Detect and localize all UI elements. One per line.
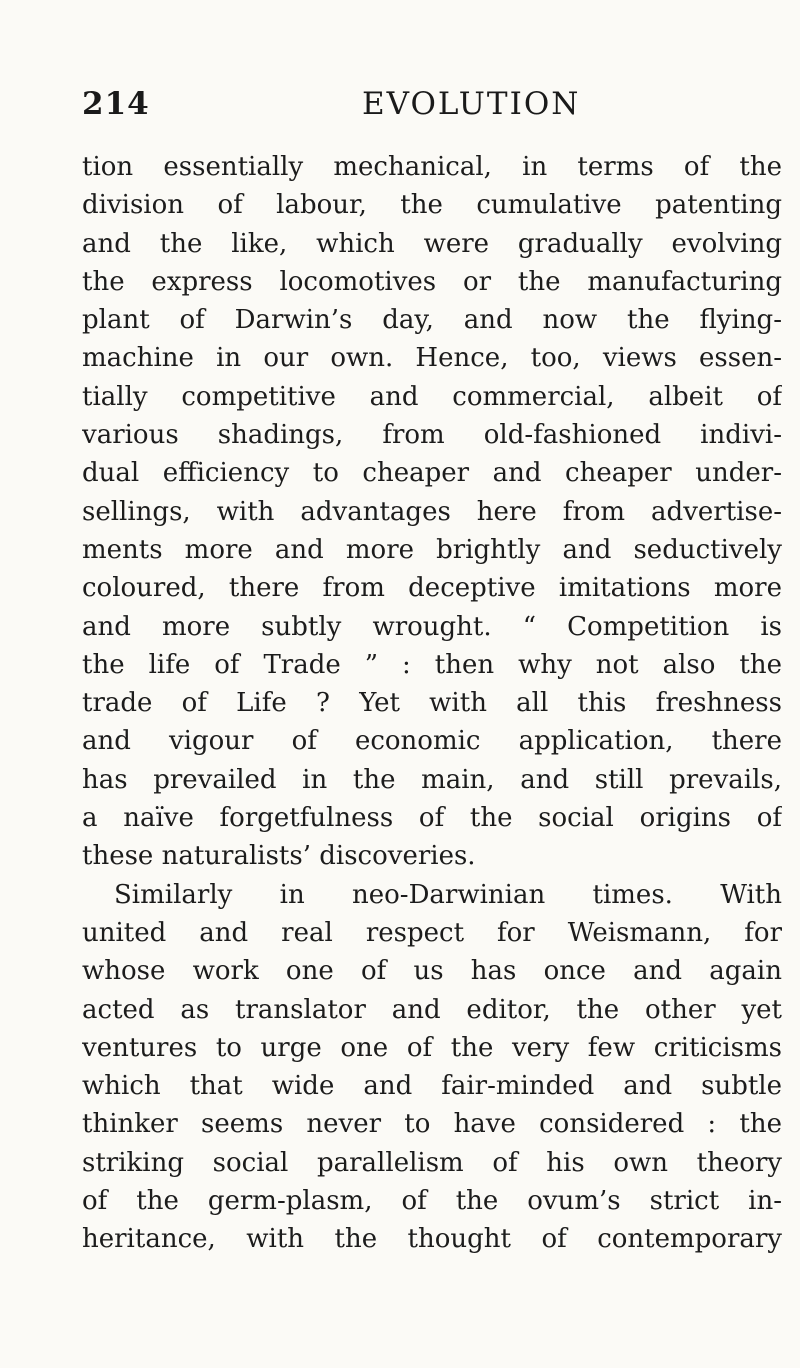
text-line: tially competitive and commercial, albeit of [82,381,782,412]
text-line: various shadings, from old-fashioned indivi- [82,420,782,451]
text-line: division of labour, the cumulative patenting [82,190,782,221]
text-line: of the germ-plasm, of the ovum’s strict in- [82,1186,782,1217]
text-line: machine in our own. Hence, too, views essen- [82,343,782,374]
text-line: thinker seems never to have considered : the [82,1109,782,1140]
text-line: coloured, there from deceptive imitations more [82,573,782,604]
text-line: sellings, with advantages here from advertise- [82,496,782,527]
text-line: the life of Trade ” : then why not also the [82,649,782,680]
running-head [82,86,782,126]
text-line: which that wide and fair-minded and subtle [82,1071,782,1102]
text-line: and the like, which were gradually evolving [82,228,782,259]
text-line: ments more and more brightly and seductively [82,534,782,565]
text-line: tion essentially mechanical, in terms of the [82,152,782,182]
page-number: 214 [82,86,150,122]
text-line: acted as translator and editor, the other yet [82,994,782,1025]
text-line: whose work one of us has once and again [82,956,782,987]
text-line: united and real respect for Weismann, for [82,917,782,948]
text-line: a naïve forgetfulness of the social origins of [82,803,782,834]
text-line: and vigour of economic application, there [82,726,782,757]
running-title: EVOLUTION [362,86,581,122]
text-line: Similarly in neo-Darwinian times. With [114,879,782,910]
body-text [82,148,782,1259]
text-line: heritance, with the thought of contemporary [82,1224,782,1255]
text-line: the express locomotives or the manufacturing [82,266,782,297]
text-line: ventures to urge one of the very few criticisms [82,1032,782,1063]
text-line: has prevailed in the main, and still prevails, [82,764,782,795]
text-line: dual efficiency to cheaper and cheaper under- [82,458,782,489]
text-line: striking social parallelism of his own theory [82,1147,782,1178]
text-line: these naturalists’ discoveries. [82,841,476,872]
text-line: and more subtly wrought. “ Competition is [82,611,782,642]
text-line: plant of Darwin’s day, and now the flying- [82,305,782,336]
text-line: trade of Life ? Yet with all this freshness [82,688,782,719]
